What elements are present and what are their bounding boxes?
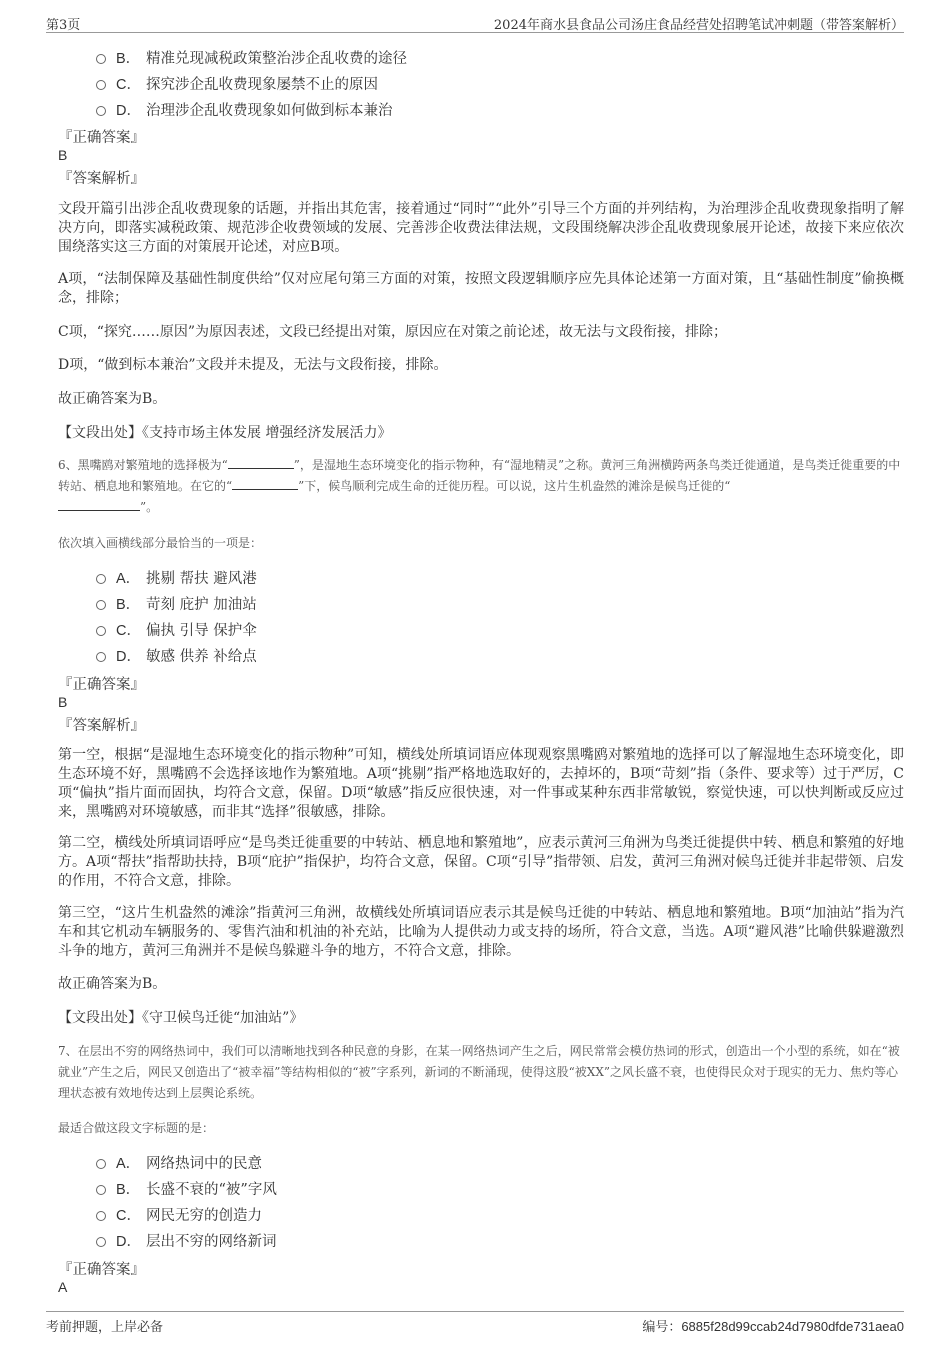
q5-correct-answer-label: 『正确答案』 [58, 130, 145, 146]
option-text: 网络热词中的民意 [146, 1155, 262, 1172]
radio-icon[interactable] [96, 1211, 106, 1221]
option-text: 敏感 供养 补给点 [146, 648, 257, 665]
radio-icon[interactable] [96, 1237, 106, 1247]
q5-source: 【文段出处】《支持市场主体发展 增强经济发展活力》 [58, 425, 392, 441]
radio-icon[interactable] [96, 600, 106, 610]
q5-analysis-label: 『答案解析』 [58, 171, 145, 187]
q7-correct-answer-label: 『正确答案』 [58, 1262, 145, 1278]
option-text: 精准兑现减税政策整治涉企乱收费的途径 [146, 50, 407, 67]
q7-answer: A [58, 1279, 68, 1295]
blank-line [232, 477, 298, 490]
q6-analysis-p2: 第二空，横线处所填词语呼应“是鸟类迁徙重要的中转站、栖息地和繁殖地”，应表示黄河三角洲为鸟类迁徙提供中转、栖息和繁殖的好地方。A项“帮扶”指帮助扶持，B项“庇护”指保护，均符合文意，保留。C项“引导”指带领、启发，黄河三角洲对候鸟迁徙并非起带领、启发的作用，不符合文意，排除。 [58, 835, 904, 889]
q5-option-b[interactable]: B． 精准兑现减税政策整治涉企乱收费的途径 [96, 46, 407, 68]
option-text: 苛刻 庇护 加油站 [146, 596, 257, 613]
page-header [46, 12, 904, 33]
q6-option-d[interactable]: D． 敏感 供养 补给点 [96, 644, 257, 666]
q6-answer: B [58, 694, 68, 710]
radio-icon[interactable] [96, 54, 106, 64]
page-number: 第3页 [46, 18, 81, 33]
q6-analysis-p1: 第一空，根据“是湿地生态环境变化的指示物种”可知，横线处所填词语应体现观察黑嘴鸥对繁殖地的选择可以了解湿地生态环境变化，即生态环境不好，黑嘴鸥不会选择该地作为繁殖地。A项“挑剔”指严格地选取好的，去掉坏的，B项“苛刻”指（条件、要求等）过于严厉，C项“偏执”指片面而固执，均符合文意，保留。D项“敏感”指反应很快速，对一件事或某种东西非常敏锐，察觉快速，可以快判断或反应过来，黑嘴鸥对环境敏感，而非其“选择”很敏感，排除。 [58, 747, 904, 820]
q6-prompt: 依次填入画横线部分最恰当的一项是： [58, 536, 263, 550]
option-text: 长盛不衰的“被”字风 [146, 1181, 277, 1198]
option-text: 治理涉企乱收费现象如何做到标本兼治 [146, 102, 393, 119]
code-value: 6885f28d99ccab24d7980dfde731aea0 [681, 1319, 904, 1334]
option-text: 探究涉企乱收费现象屡禁不止的原因 [146, 76, 378, 93]
q6-source: 【文段出处】《守卫候鸟迁徙“加油站”》 [58, 1010, 304, 1026]
document-title: 2024年商水县食品公司汤庄食品经营处招聘笔试冲刺题（带答案解析） [493, 18, 904, 33]
blank-line [228, 456, 294, 469]
q7-prompt: 最适合做这段文字标题的是： [58, 1121, 215, 1135]
q6-option-c[interactable]: C． 偏执 引导 保护伞 [96, 618, 257, 640]
q6-option-a[interactable]: A． 挑剔 帮扶 避风港 [96, 566, 257, 588]
q6-analysis-label: 『答案解析』 [58, 718, 145, 734]
option-text: 网民无穷的创造力 [146, 1207, 262, 1224]
footer-slogan: 考前押题，上岸必备 [46, 1320, 164, 1335]
q7-option-d[interactable]: D． 层出不穷的网络新词 [96, 1229, 277, 1251]
q6-analysis-p3: 第三空，“这片生机盎然的滩涂”指黄河三角洲，故横线处所填词语应表示其是候鸟迁徙的中转站、栖息地和繁殖地。B项“加油站”指为汽车和其它机动车辆服务的、零售汽油和机油的补充站，比喻为人提供动力或支持的场所，符合文意，当选。A项“避风港”比喻供躲避激烈斗争的地方，黄河三角洲并不是候鸟躲避斗争的地方，不符合文意，排除。 [58, 905, 904, 959]
radio-icon[interactable] [96, 652, 106, 662]
q6-analysis-conclusion: 故正确答案为B。 [58, 976, 167, 992]
radio-icon[interactable] [96, 1185, 106, 1195]
blank-line [58, 498, 140, 511]
option-text: 偏执 引导 保护伞 [146, 622, 257, 639]
option-text: 层出不穷的网络新词 [146, 1233, 277, 1250]
q5-analysis-p4: D项，“做到标本兼治”文段并未提及，无法与文段衔接，排除。 [58, 357, 448, 373]
q5-option-c[interactable]: C． 探究涉企乱收费现象屡禁不止的原因 [96, 72, 378, 94]
q7-stem: 7、在层出不穷的网络热词中，我们可以清晰地找到各种民意的身影，在某一网络热词产生之后，网民常常会模仿热词的形式，创造出一个小型的系统，如在“被就业”产生之后，网民又创造出了“被幸福”等结构相似的“被”字系列，新词的不断涌现，使得这股“被XX”之风长盛不衰，也使得民众对于现实的无力、焦灼等心理状态被有效地传达到上层舆论系统。 [58, 1044, 900, 1100]
radio-icon[interactable] [96, 80, 106, 90]
radio-icon[interactable] [96, 626, 106, 636]
q7-option-b[interactable]: B． 长盛不衰的“被”字风 [96, 1177, 277, 1199]
q5-analysis-conclusion: 故正确答案为B。 [58, 391, 167, 407]
q6-correct-answer-label: 『正确答案』 [58, 677, 145, 693]
option-text: 挑剔 帮扶 避风港 [146, 570, 257, 587]
q5-analysis-p2: A项，“法制保障及基础性制度供给”仅对应尾句第三方面的对策，按照文段逻辑顺序应先具体论述第一方面对策，且“基础性制度”偷换概念，排除； [58, 271, 904, 306]
q6-option-b[interactable]: B． 苛刻 庇护 加油站 [96, 592, 257, 614]
radio-icon[interactable] [96, 574, 106, 584]
page-footer [46, 1311, 904, 1336]
q7-option-a[interactable]: A． 网络热词中的民意 [96, 1151, 262, 1173]
code-label: 编号： [642, 1319, 682, 1334]
radio-icon[interactable] [96, 1159, 106, 1169]
q5-answer: B [58, 147, 68, 163]
q5-analysis-p1: 文段开篇引出涉企乱收费现象的话题，并指出其危害，接着通过“同时”“此外”引导三个方面的并列结构，为治理涉企乱收费现象指明了解决方向，即落实减税政策、规范涉企收费领域的发展、完善涉企收费法律法规，文段围绕解决涉企乱收费现象展开论述，故接下来应依次围绕落实这三方面的对策展开论述，对应B项。 [58, 201, 904, 255]
q6-stem: 6、黑嘴鸥对繁殖地的选择极为“ ”，是湿地生态环境变化的指示物种，有“湿地精灵”之称。黄河三角洲横跨两条鸟类迁徙通道，是鸟类迁徙重要的中转站、栖息地和繁殖地。在它的“ ”下，候鸟顺利完成生命的迁徙历程。可以说，这片生机盎然的滩涂是候鸟迁徙的“ ”。 [58, 458, 901, 514]
q5-analysis-p3: C项，“探究……原因”为原因表述，文段已经提出对策，原因应在对策之前论述，故无法与文段衔接，排除； [58, 324, 728, 340]
q7-option-c[interactable]: C． 网民无穷的创造力 [96, 1203, 262, 1225]
document-code [642, 1316, 904, 1335]
q5-option-d[interactable]: D． 治理涉企乱收费现象如何做到标本兼治 [96, 98, 393, 120]
radio-icon[interactable] [96, 106, 106, 116]
